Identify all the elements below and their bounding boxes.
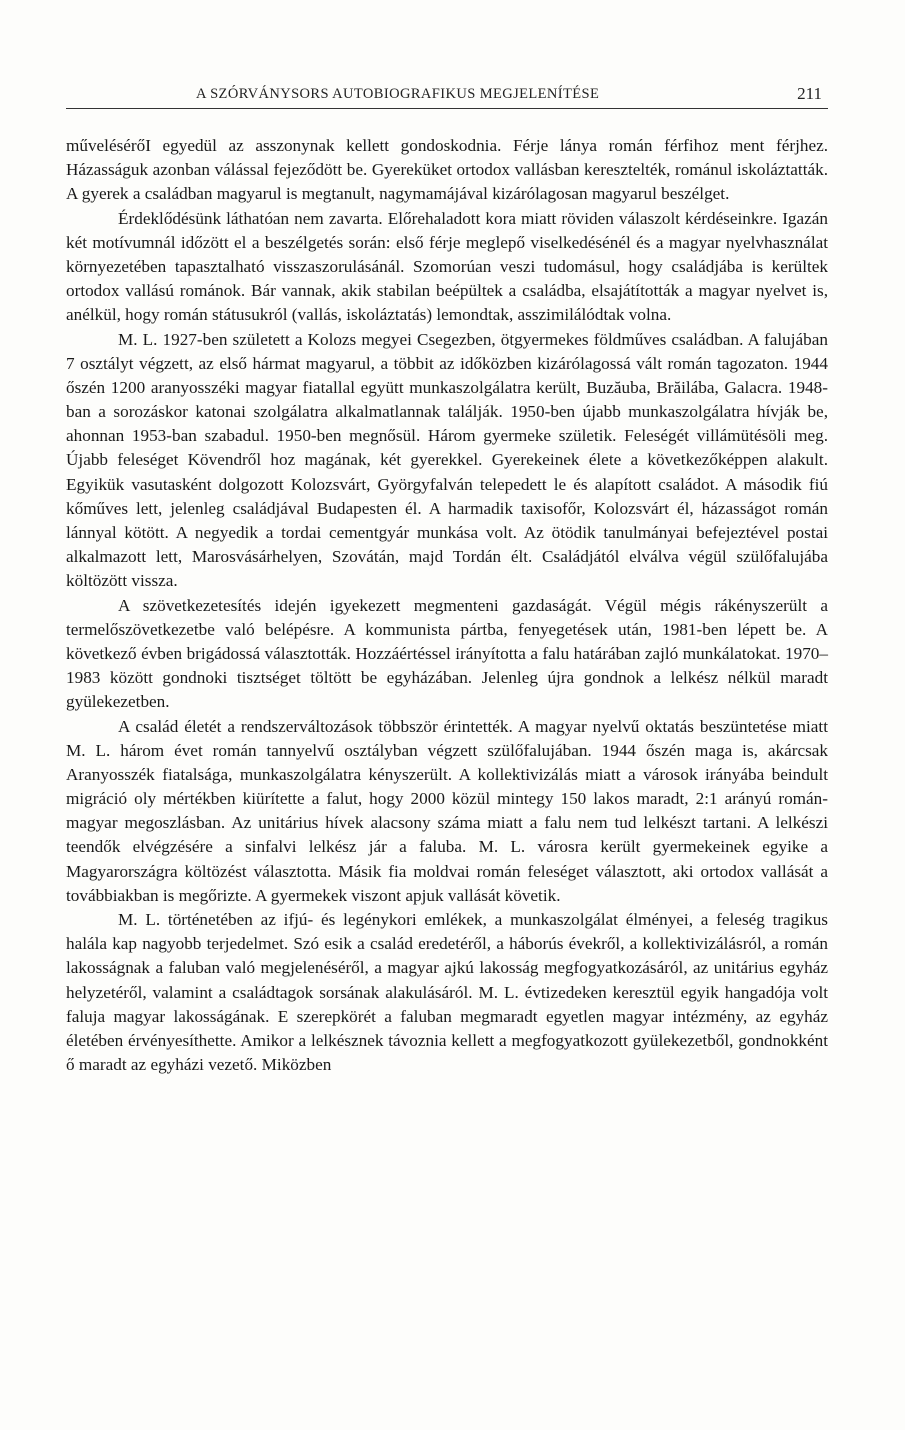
paragraph: M. L. történetében az ifjú- és legénykori emlékek, a munkaszolgálat élményei, a feleség tragikus halála kap nagyobb terjedelmet. Szó esik a család eredetéről, a háborús évekről, a kollektivizálásról, a román lakosságnak a faluban való megjelenéséről, a magyar ajkú lakosság megfogyatkozásáról, az unitárius egyház helyzetéről, valamint a családtagok sorsának alakulásáról. M. L. évtizedeken keresztül egyik hangadója volt faluja magyar lakosságának. E szerepkörét a faluban megmaradt egyetlen magyar intézmény, az egyház életében érvényesíthette. Amikor a lelkésznek távoznia kellett a megfogyatkozott gyülekezetből, gondnokként ő maradt az egyházi vezető. Miközben — [66, 910, 828, 1075]
paragraph: művelésérőI egyedül az asszonynak kellett gondoskodnia. Férje lánya román férfihoz ment férjhez. Házasságuk azonban válással fejeződött be. Gyereküket ortodox vallásban keresztelték, románul iskoláztatták. A gyerek a családban magyarul is megtanult, nagymamájával kizárólagosan magyarul beszélget. — [66, 136, 828, 204]
paragraph: A szövetkezetesítés idején igyekezett megmenteni gazdaságát. Végül mégis rákényszerült a termelőszövetkezetbe való belépésre. A kommunista pártba, fenyegetések után, 1981-ben lépett be. A következő évben brigádossá választották. Hozzáértéssel irányította a falu határában zajló munkálatokat. 1970–1983 között gondnoki tisztséget töltött be egyházában. Jelenleg újra gondnok a lelkész nélkül maradt gyülekezetben. — [66, 595, 828, 712]
page-header — [66, 82, 828, 109]
page-number: 211 — [797, 84, 822, 103]
paragraph: Érdeklődésünk láthatóan nem zavarta. Előrehaladott kora miatt röviden válaszolt kérdéseinkre. Igazán két motívumnál időzött el a beszélgetés során: első férje meglepő viselkedésénél és a magyar nyelvhasználat környezetében tapasztalható visszaszorulásánál. Szomorúan veszi tudomásul, hogy családjába is kerültek ortodox vallású románok. Bár vannak, akik stabilan beépültek a családba, elsajátították a magyar nyelvet is, anélkül, hogy román státusukról (vallás, iskoláztatás) lemondtak, asszimilálódtak volna. — [66, 208, 828, 325]
paragraph: A család életét a rendszerváltozások többször érintették. A magyar nyelvű oktatás beszüntetése miatt M. L. három évet román tannyelvű osztályban végzett szülőfalujában. 1944 őszén maga is, akárcsak Aranyosszék fiatalsága, munkaszolgálatra kényszerült. A kollektivizálás miatt a városok irányába beindult migráció oly mértékben kiürítette a falut, hogy 2000 közül mintegy 150 lakos maradt, 2:1 arányú román-magyar megoszlásban. Az unitárius hívek alacsony száma miatt a falu nem tud lelkészt tartani. A lelkészi teendők elvégzésére a sinfalvi lelkész jár a faluba. M. L. városra került gyermekeinek egyike a Magyarországra költözést választotta. Másik fia moldvai román feleséget választott, aki ortodox vallását a továbbiakban is megőrizte. A gyermekek viszont apjuk vallását követik. — [66, 716, 828, 905]
paragraph: M. L. 1927-ben született a Kolozs megyei Csegezben, ötgyermekes földműves családban. A falujában 7 osztályt végzett, az első hármat magyarul, a többit az időközben kizárólagossá vált román tagozaton. 1944 őszén 1200 aranyosszéki magyar fiatallal együtt munkaszolgálatra került, Buzăuba, Brăilába, Galacra. 1948-ban a sorozáskor katonai szolgálatra alkalmatlannak találják. 1950-ben újabb munkaszolgálatra hívják be, ahonnan 1953-ban szabadul. 1950-ben megnősül. Három gyermeke születik. Feleségét villámütésöli meg. Újabb feleséget Kövendről hoz magának, két gyerekkel. Gyerekeinek élete a következőképpen alakult. Egyikük vasutasként dolgozott Kolozsvárt, Györgyfalván telepedett le és alapított családot. A második fiú kőműves lett, jelenleg családjával Budapesten él. A harmadik taxisofőr, Kolozsvárt él, házasságot román lánnyal kötött. A negyedik a tordai cementgyár munkása volt. Az ötödik tanulmányai befejeztével postai alkalmazott lett, Marosvásárhelyen, Szovátán, majd Tordán élt. Családjától elválva végül szülőfalujába költözött vissza. — [66, 329, 828, 591]
body-text — [66, 134, 828, 1077]
running-title: A SZÓRVÁNYSORS AUTOBIOGRAFIKUS MEGJELENÍTÉSE — [196, 86, 600, 102]
